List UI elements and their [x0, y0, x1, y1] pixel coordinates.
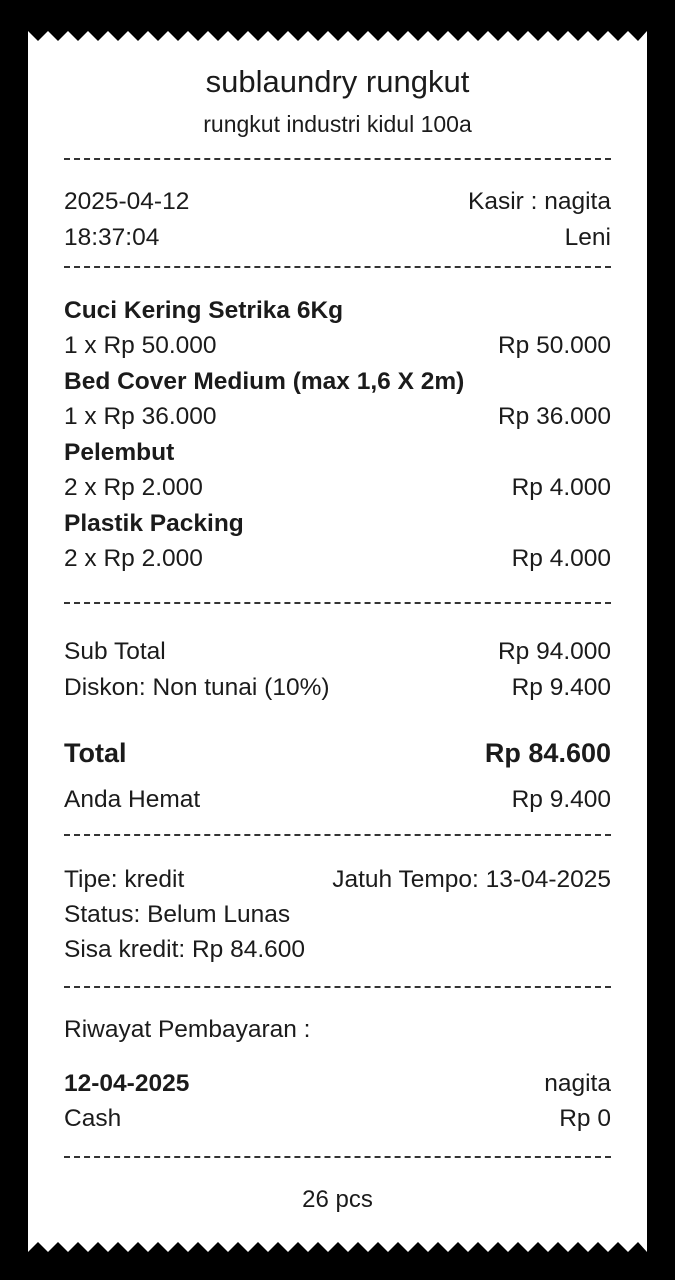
- divider: [64, 602, 611, 604]
- discount-row: [64, 676, 611, 701]
- item-price-row: [64, 547, 611, 572]
- total-value: Rp 84.600: [484, 738, 611, 768]
- item-qty-price: 2 x Rp 2.000: [64, 545, 203, 572]
- history-title: Riwayat Pembayaran :: [64, 1016, 311, 1043]
- item-amount: Rp 4.000: [511, 545, 611, 572]
- payment-type: Tipe: kredit: [64, 866, 185, 893]
- saved-value: Rp 9.400: [511, 786, 611, 813]
- receipt: [28, 31, 647, 1252]
- item-name: [64, 299, 611, 324]
- payment-status-row: [64, 903, 611, 928]
- item-name-text: Plastik Packing: [64, 510, 244, 537]
- saved-row: [64, 788, 611, 813]
- customer-name: Leni: [564, 224, 611, 251]
- item-amount: Rp 4.000: [511, 474, 611, 501]
- subtotal-row: [64, 640, 611, 665]
- divider: [64, 986, 611, 988]
- item-price-row: [64, 476, 611, 501]
- payment-type-row: [64, 868, 611, 893]
- cashier-label: Kasir : nagita: [468, 188, 611, 215]
- saved-label: Anda Hemat: [64, 786, 201, 813]
- remaining-credit-row: [64, 938, 611, 963]
- item-qty-price: 1 x Rp 50.000: [64, 332, 217, 359]
- divider: [64, 266, 611, 268]
- store-address: rungkut industri kidul 100a: [203, 111, 472, 137]
- history-method: Cash: [64, 1105, 122, 1132]
- item-amount: Rp 36.000: [497, 403, 611, 430]
- subtotal-value: Rp 94.000: [497, 638, 611, 665]
- receipt-top-edge: [28, 31, 647, 43]
- store-name: sublaundry rungkut: [205, 64, 470, 99]
- history-amount: Rp 0: [559, 1105, 611, 1132]
- zigzag-edge: [28, 31, 647, 41]
- item-name-text: Cuci Kering Setrika 6Kg: [64, 297, 344, 324]
- item-name-text: Bed Cover Medium (max 1,6 X 2m): [64, 368, 465, 395]
- item-qty-price: 1 x Rp 36.000: [64, 403, 217, 430]
- discount-label: Diskon: Non tunai (10%): [64, 674, 330, 701]
- payment-status: Status: Belum Lunas: [64, 901, 291, 928]
- item-name: [64, 370, 611, 395]
- item-price-row: [64, 334, 611, 359]
- piece-count: 26 pcs: [302, 1186, 373, 1213]
- transaction-time: 18:37:04: [64, 224, 160, 251]
- meta-row-1: [64, 190, 611, 215]
- subtotal-label: Sub Total: [64, 638, 166, 665]
- history-cashier: nagita: [544, 1070, 611, 1097]
- due-date: Jatuh Tempo: 13-04-2025: [332, 866, 611, 893]
- meta-row-2: [64, 226, 611, 251]
- item-name: [64, 512, 611, 537]
- item-amount: Rp 50.000: [497, 332, 611, 359]
- item-qty-price: 2 x Rp 2.000: [64, 474, 203, 501]
- divider: [64, 834, 611, 836]
- history-entry-detail-row: [64, 1107, 611, 1132]
- discount-value: Rp 9.400: [511, 674, 611, 701]
- history-entry-row: [64, 1072, 611, 1097]
- item-name: [64, 441, 611, 466]
- total-label: Total: [64, 738, 127, 768]
- total-row: [64, 740, 611, 767]
- remaining-credit: Sisa kredit: Rp 84.600: [64, 936, 306, 963]
- history-date: 12-04-2025: [64, 1070, 190, 1097]
- history-title-row: [64, 1018, 611, 1043]
- zigzag-edge: [28, 1242, 647, 1252]
- divider: [64, 158, 611, 160]
- transaction-date: 2025-04-12: [64, 188, 190, 215]
- divider: [64, 1156, 611, 1158]
- item-price-row: [64, 405, 611, 430]
- receipt-bottom-edge: [28, 1240, 647, 1252]
- item-name-text: Pelembut: [64, 439, 175, 466]
